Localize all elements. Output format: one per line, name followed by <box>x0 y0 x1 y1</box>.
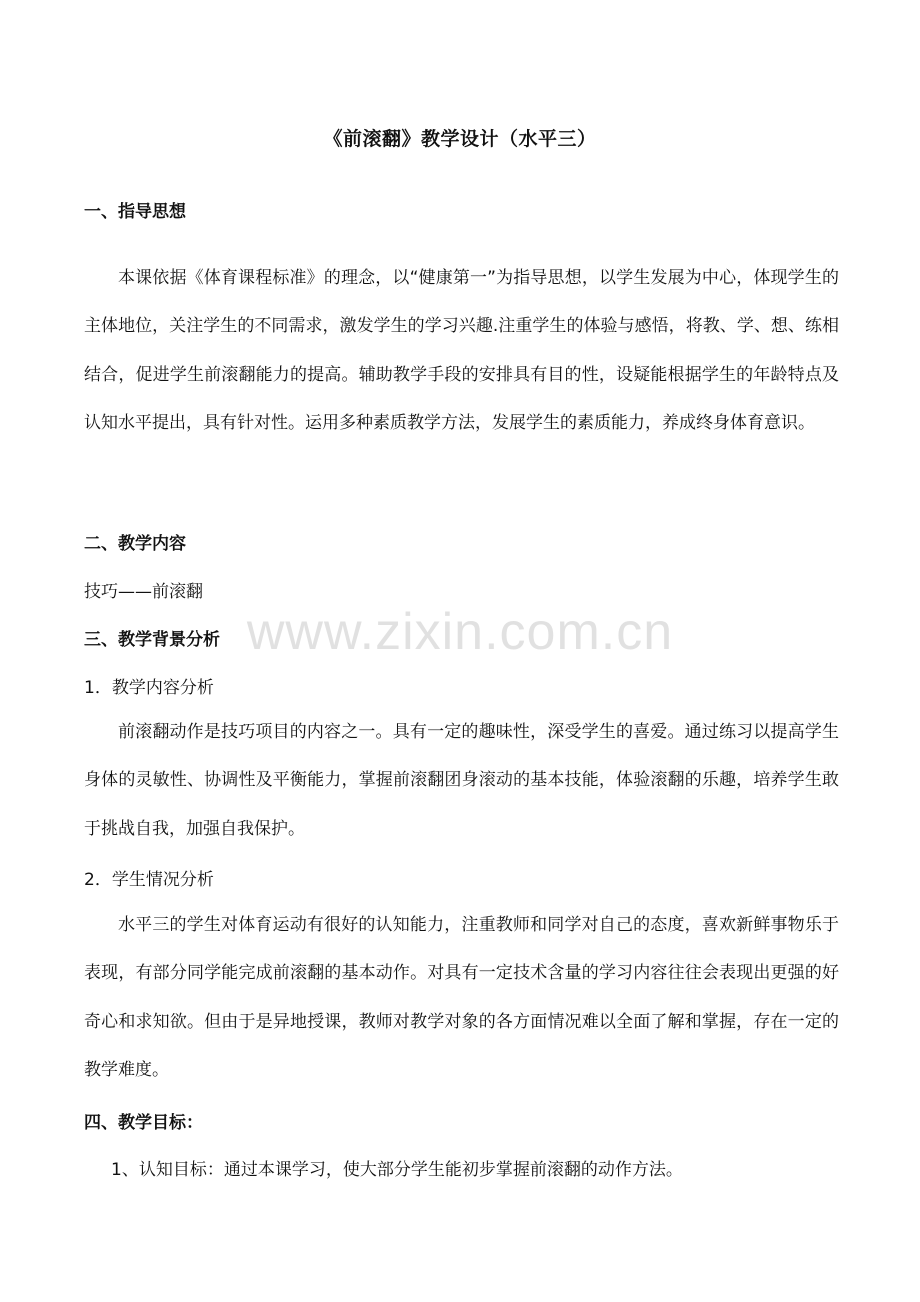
teaching-content-text: 技巧——前滚翻 <box>84 582 203 602</box>
section-heading-guiding-idea: 一、指导思想 <box>84 202 186 222</box>
document-title: 《前滚翻》教学设计（水平三） <box>323 128 597 150</box>
guiding-idea-paragraph: 本课依据《体育课程标准》的理念，以“健康第一”为指导思想，以学生发展为中心，体现学生的主体地位，关注学生的不同需求，激发学生的学习兴趣.注重学生的体验与感悟，将教、学、想、练相结合，促进学生前滚翻能力的提高。辅助教学手段的安排具有目的性，设疑能根据学生的年龄特点及认知水平提出，具有针对性。运用多种素质教学方法，发展学生的素质能力，养成终身体育意识。 <box>84 268 839 433</box>
subheading-content-analysis: 1．教学内容分析 <box>84 678 214 698</box>
watermark: www.zixin.com.cn <box>246 603 674 661</box>
section-heading-background: 三、教学背景分析 <box>84 630 220 650</box>
section-heading-content: 二、教学内容 <box>84 534 186 554</box>
student-analysis-paragraph: 水平三的学生对体育运动有很好的认知能力，注重教师和同学对自己的态度，喜欢新鲜事物乐于表现，有部分同学能完成前滚翻的基本动作。对具有一定技术含量的学习内容往往会表现出更强的好奇心和求知欲。但由于是异地授课，教师对教学对象的各方面情况难以全面了解和掌握，存在一定的教学难度。 <box>84 915 839 1080</box>
section-heading-objectives: 四、教学目标： <box>84 1113 203 1133</box>
subheading-student-analysis: 2．学生情况分析 <box>84 870 214 890</box>
content-analysis-paragraph: 前滚翻动作是技巧项目的内容之一。具有一定的趣味性，深受学生的喜爱。通过练习以提高学生身体的灵敏性、协调性及平衡能力，掌握前滚翻团身滚动的基本技能，体验滚翻的乐趣，培养学生敢于挑战自我，加强自我保护。 <box>84 722 839 839</box>
objective-item-cognitive: 1、认知目标：通过本课学习，使大部分学生能初步掌握前滚翻的动作方法。 <box>111 1160 683 1180</box>
